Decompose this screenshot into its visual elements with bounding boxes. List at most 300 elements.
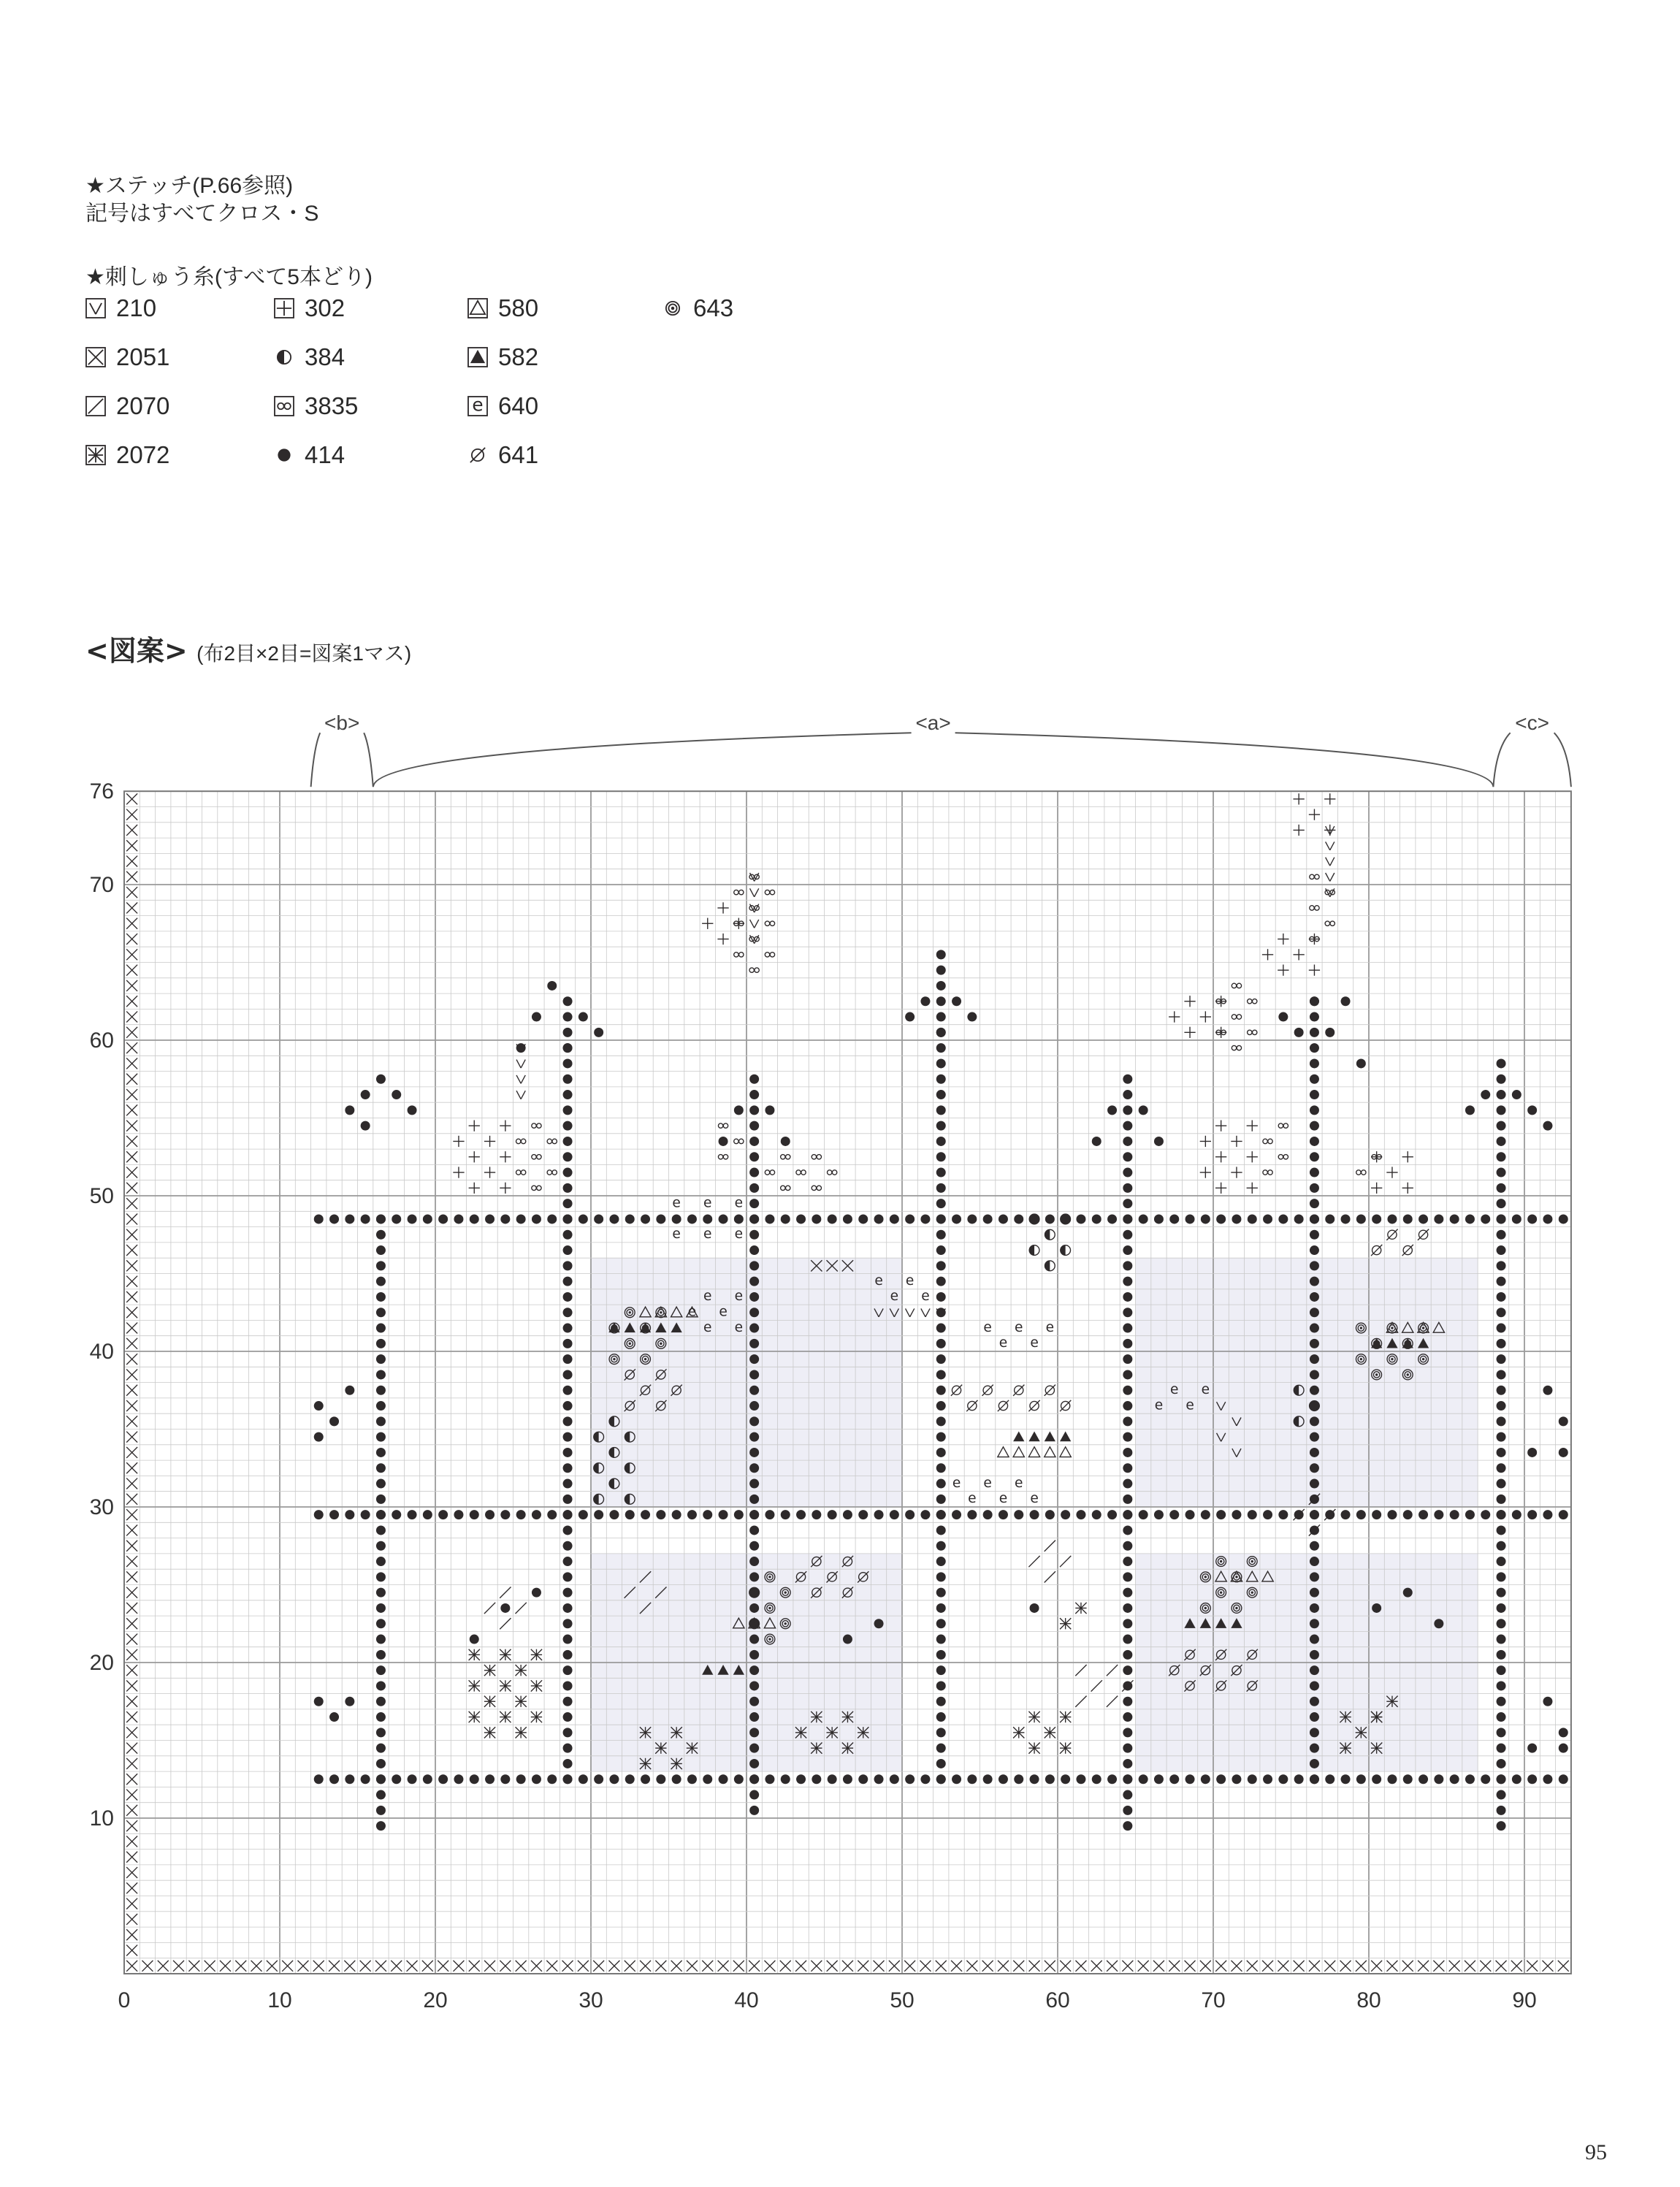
stitch — [563, 1681, 573, 1690]
stitch — [936, 1075, 946, 1084]
border-stitch — [1185, 1961, 1196, 1972]
stitch — [376, 1712, 386, 1722]
stitch — [843, 1635, 852, 1644]
stitch — [1371, 1743, 1382, 1754]
border-stitch — [126, 1074, 137, 1085]
stitch — [376, 1541, 386, 1551]
stitch — [453, 1167, 464, 1178]
stitch — [408, 1214, 417, 1224]
border-stitch — [126, 1961, 137, 1972]
stitch — [376, 1261, 386, 1270]
section-bracket — [373, 711, 1494, 787]
stitch — [579, 1012, 588, 1022]
stitch — [547, 1510, 557, 1519]
stitch — [376, 1557, 386, 1566]
border-stitch — [126, 918, 137, 929]
stitch — [795, 1727, 806, 1738]
stitch — [563, 1058, 573, 1068]
stitch — [1247, 1183, 1258, 1194]
border-stitch — [1075, 1961, 1086, 1972]
stitch — [781, 1137, 790, 1146]
stitch — [1169, 1011, 1180, 1022]
border-stitch — [126, 1914, 137, 1925]
border-stitch — [126, 1229, 137, 1240]
stitch — [423, 1774, 432, 1784]
border-stitch — [1356, 1961, 1367, 1972]
stitch — [765, 953, 774, 957]
stitch — [1527, 1774, 1537, 1784]
stitch — [1123, 1759, 1132, 1768]
svg-text:e: e — [672, 1226, 681, 1242]
stitch — [1310, 1541, 1319, 1551]
stitch — [749, 1790, 759, 1800]
stitch — [1200, 1011, 1211, 1022]
stitch — [1215, 1183, 1226, 1194]
stitch — [656, 1214, 665, 1224]
stitch — [547, 1170, 557, 1175]
border-stitch — [126, 1929, 137, 1940]
stitch — [1107, 1105, 1117, 1115]
stitch — [749, 1712, 759, 1722]
stitch — [1310, 1479, 1319, 1489]
border-stitch — [516, 1961, 527, 1972]
stitch — [781, 1186, 790, 1190]
stitch — [376, 1728, 386, 1737]
stitch — [516, 1727, 527, 1738]
border-stitch — [126, 1012, 137, 1023]
stitch — [1045, 1510, 1055, 1519]
stitch — [1123, 1588, 1132, 1598]
stitch — [1123, 1152, 1132, 1161]
stitch — [314, 1432, 324, 1442]
stitch — [392, 1774, 401, 1784]
stitch — [532, 1774, 541, 1784]
stitch — [1045, 1774, 1055, 1784]
stitch — [329, 1774, 339, 1784]
border-stitch — [126, 1634, 137, 1645]
stitch — [1060, 1556, 1071, 1567]
stitch — [1341, 1774, 1351, 1784]
stitch — [1497, 1635, 1506, 1644]
stitch — [983, 1320, 991, 1335]
stitch — [1232, 1214, 1241, 1224]
stitch — [936, 1525, 946, 1535]
stitch — [717, 902, 728, 913]
stitch — [1386, 1229, 1397, 1240]
stitch — [1107, 1214, 1117, 1224]
stitch — [1123, 1697, 1132, 1706]
stitch — [1123, 1619, 1132, 1628]
stitch — [905, 1214, 915, 1224]
stitch — [1310, 874, 1319, 879]
border-stitch — [375, 1961, 386, 1972]
stitch — [563, 1697, 573, 1706]
stitch — [1123, 1416, 1132, 1426]
stitch — [1123, 1712, 1132, 1722]
stitch — [687, 1510, 697, 1519]
stitch — [469, 1183, 480, 1194]
stitch — [563, 1090, 573, 1099]
stitch — [1497, 1525, 1506, 1535]
stitch — [1278, 934, 1288, 944]
border-stitch — [126, 1260, 137, 1271]
stitch — [594, 1214, 603, 1224]
stitch — [469, 1711, 480, 1722]
stitch — [1481, 1774, 1490, 1784]
svg-text:e: e — [983, 1475, 992, 1491]
stitch — [563, 1075, 573, 1084]
stitch — [936, 1416, 946, 1426]
stitch — [594, 1028, 603, 1037]
stitch — [703, 1320, 711, 1335]
border-stitch — [1138, 1961, 1149, 1972]
stitch — [563, 1588, 573, 1598]
stitch — [594, 1774, 603, 1784]
svg-text:e: e — [687, 1304, 697, 1320]
stitch — [1215, 1151, 1226, 1162]
stitch — [1497, 1277, 1506, 1286]
stitch — [734, 1510, 744, 1519]
stitch — [563, 1245, 573, 1255]
stitch — [1013, 1447, 1024, 1457]
stitch — [376, 1619, 386, 1628]
stitch — [563, 1572, 573, 1581]
svg-text:e: e — [672, 1195, 681, 1211]
stitch — [516, 1603, 527, 1614]
stitch — [1123, 1744, 1132, 1753]
stitch — [1419, 1214, 1428, 1224]
stitch — [1310, 1183, 1319, 1193]
stitch — [920, 996, 930, 1006]
stitch — [1387, 1510, 1397, 1519]
border-stitch — [1480, 1961, 1491, 1972]
stitch — [563, 1665, 573, 1675]
border-stitch — [126, 1805, 137, 1816]
svg-text:e: e — [1154, 1397, 1164, 1413]
stitch — [500, 1183, 511, 1194]
stitch — [563, 1152, 573, 1161]
stitch — [843, 1774, 852, 1784]
stitch — [1139, 1774, 1148, 1784]
stitch — [936, 1712, 946, 1722]
stitch — [735, 1320, 743, 1335]
stitch — [936, 1448, 946, 1457]
stitch — [936, 1168, 946, 1178]
stitch — [563, 1510, 573, 1519]
stitch — [936, 950, 946, 959]
stitch — [579, 1510, 588, 1519]
border-stitch — [126, 1447, 137, 1458]
stitch — [484, 1167, 495, 1178]
stitch — [484, 1603, 495, 1614]
stitch — [1310, 1199, 1319, 1208]
stitch — [563, 1635, 573, 1644]
border-stitch — [126, 1494, 137, 1505]
stitch — [1340, 1711, 1351, 1722]
stitch — [485, 1510, 495, 1519]
border-stitch — [126, 871, 137, 882]
stitch — [1028, 1711, 1039, 1722]
stitch — [1123, 1650, 1132, 1660]
section-label: <b> — [324, 711, 360, 735]
legend-code: 210 — [116, 294, 157, 321]
stitch — [376, 1416, 386, 1426]
stitch — [1262, 949, 1273, 960]
stitch — [531, 1711, 542, 1722]
stitch — [1169, 1774, 1179, 1784]
border-stitch — [126, 1121, 137, 1131]
stitch — [734, 1139, 744, 1143]
stitch — [999, 1774, 1008, 1784]
stitch — [1030, 1774, 1039, 1784]
border-stitch — [1542, 1961, 1553, 1972]
stitch — [874, 1214, 884, 1224]
border-stitch — [1371, 1961, 1382, 1972]
stitch — [1326, 858, 1335, 866]
stitch — [531, 1649, 542, 1660]
stitch — [1123, 1495, 1132, 1504]
stitch — [1014, 1510, 1023, 1519]
border-stitch — [188, 1961, 199, 1972]
stitch — [1465, 1510, 1475, 1519]
stitch — [1310, 1152, 1319, 1161]
border-stitch — [842, 1961, 853, 1972]
stitch — [1543, 1386, 1552, 1395]
stitch — [1325, 921, 1335, 925]
stitch — [765, 1634, 775, 1644]
stitch — [936, 1557, 946, 1566]
x-tick-label: 0 — [118, 1988, 131, 2012]
stitch — [1310, 1277, 1319, 1286]
stitch — [563, 1012, 573, 1022]
stitch — [1013, 1385, 1024, 1396]
border-stitch — [1527, 1961, 1538, 1972]
border-stitch — [1107, 1961, 1118, 1972]
border-stitch — [142, 1961, 153, 1972]
border-stitch — [1402, 1961, 1413, 1972]
stitch — [1434, 1510, 1443, 1519]
stitch — [967, 1774, 977, 1784]
stitch — [1512, 1214, 1521, 1224]
svg-text:e: e — [703, 1226, 712, 1242]
stitch — [1527, 1214, 1537, 1224]
stitch — [890, 1774, 899, 1784]
stitch — [1434, 1619, 1443, 1628]
border-stitch — [126, 1524, 137, 1535]
stitch — [500, 1214, 510, 1224]
stitch — [1434, 1214, 1443, 1224]
border-stitch — [422, 1961, 433, 1972]
stitch — [1278, 1510, 1288, 1519]
stitch — [563, 1712, 573, 1722]
border-stitch — [453, 1961, 464, 1972]
stitch — [1216, 1510, 1226, 1519]
stitch — [1356, 1058, 1366, 1068]
border-stitch — [126, 1323, 137, 1334]
border-stitch — [126, 1432, 137, 1443]
stitch — [1310, 1261, 1319, 1270]
stitch — [999, 1214, 1008, 1224]
border-stitch — [126, 1541, 137, 1551]
stitch — [345, 1214, 354, 1224]
stitch — [563, 1043, 573, 1053]
stitch — [1559, 1416, 1568, 1426]
svg-text:e: e — [734, 1289, 744, 1305]
stitch — [1559, 1214, 1568, 1224]
stitch — [1200, 1167, 1211, 1178]
svg-text:e: e — [983, 1319, 992, 1335]
stitch — [1139, 1105, 1148, 1115]
stitch — [1061, 1774, 1070, 1784]
border-stitch — [360, 1961, 371, 1972]
stitch — [936, 1277, 946, 1286]
stitch — [1155, 1397, 1163, 1413]
stitch — [906, 1308, 915, 1316]
stitch — [1247, 1557, 1257, 1567]
stitch — [1092, 1774, 1101, 1784]
stitch — [516, 1665, 527, 1676]
stitch — [1341, 996, 1351, 1006]
stitch — [966, 1400, 977, 1411]
stitch — [920, 1510, 930, 1519]
stitch — [936, 1479, 946, 1489]
stitch — [1310, 1712, 1319, 1722]
border-stitch — [1247, 1961, 1258, 1972]
stitch — [1294, 825, 1305, 836]
stitch — [734, 953, 744, 957]
stitch — [376, 1277, 386, 1286]
border-stitch — [126, 1743, 137, 1754]
stitch — [936, 1105, 946, 1115]
stitch — [1310, 1012, 1319, 1022]
stitch — [376, 1681, 386, 1690]
border-stitch — [313, 1961, 324, 1972]
stitch — [936, 1541, 946, 1551]
stitch — [1216, 1214, 1226, 1224]
stitch — [563, 1028, 573, 1037]
stitch — [532, 1012, 541, 1022]
stitch — [672, 1214, 681, 1224]
stitch — [811, 1743, 822, 1754]
stitch — [408, 1774, 417, 1784]
stitch — [952, 1476, 961, 1491]
border-stitch — [126, 1587, 137, 1598]
stitch — [1045, 1541, 1055, 1551]
border-stitch — [546, 1961, 557, 1972]
y-tick-label: 30 — [89, 1495, 114, 1519]
stitch — [392, 1510, 401, 1519]
stitch — [749, 1572, 759, 1581]
stitch — [579, 1214, 588, 1224]
stitch — [500, 1618, 511, 1629]
stitch — [1497, 1199, 1506, 1208]
border-stitch — [469, 1961, 480, 1972]
border-stitch — [126, 996, 137, 1007]
stitch — [1497, 1168, 1506, 1178]
stitch — [1310, 1292, 1319, 1302]
stitch — [1045, 1571, 1055, 1582]
stitch — [470, 1774, 479, 1784]
stitch — [1310, 1058, 1319, 1068]
stitch — [1310, 1635, 1319, 1644]
stitch — [1215, 1121, 1226, 1131]
stitch — [1386, 1167, 1397, 1178]
stitch — [1403, 1214, 1413, 1224]
stitch — [516, 1060, 525, 1068]
stitch — [1497, 1416, 1506, 1426]
stitch — [1481, 1090, 1490, 1099]
stitch — [1075, 1665, 1086, 1676]
border-stitch — [126, 809, 137, 820]
stitch — [749, 1354, 759, 1364]
border-stitch — [235, 1961, 246, 1972]
border-stitch — [1294, 1961, 1305, 1972]
svg-text:e: e — [921, 1289, 930, 1305]
x-tick-label: 90 — [1512, 1988, 1537, 2012]
svg-text:e: e — [1030, 1335, 1039, 1351]
stitch — [1465, 1105, 1475, 1115]
stitch — [376, 1588, 386, 1598]
border-stitch — [297, 1961, 308, 1972]
stitch — [532, 1588, 541, 1598]
stitch — [1123, 1432, 1132, 1442]
stitch — [1123, 1245, 1132, 1255]
stitch — [563, 1479, 573, 1489]
stitch — [563, 1401, 573, 1411]
stitch — [1310, 1650, 1319, 1660]
stitch — [609, 1774, 619, 1784]
border-stitch — [608, 1961, 619, 1972]
stitch — [1497, 1697, 1506, 1706]
stitch — [625, 1338, 635, 1348]
y-tick-label: 40 — [89, 1340, 114, 1364]
stitch — [936, 1619, 946, 1628]
stitch — [718, 1155, 728, 1159]
stitch — [640, 1758, 651, 1769]
stitch — [1497, 1712, 1506, 1722]
svg-text:e: e — [1185, 1397, 1194, 1413]
stitch — [1497, 1728, 1506, 1737]
stitch — [563, 1137, 573, 1146]
stitch — [936, 1214, 946, 1224]
stitch — [1497, 1681, 1506, 1690]
border-stitch — [1045, 1961, 1055, 1972]
stitch — [936, 1230, 946, 1240]
svg-text:e: e — [1015, 1475, 1023, 1491]
stitch — [1512, 1090, 1521, 1099]
stitch — [1372, 1370, 1382, 1380]
stitch — [1045, 1229, 1055, 1240]
stitch — [563, 1774, 573, 1784]
y-tick-label: 70 — [89, 873, 114, 897]
border-stitch — [126, 1509, 137, 1520]
stitch — [1123, 1572, 1132, 1581]
stitch — [1248, 1030, 1257, 1034]
stitch — [563, 1214, 573, 1224]
stitch — [1356, 1170, 1366, 1175]
stitch — [1170, 1382, 1178, 1397]
stitch — [1497, 1821, 1506, 1831]
stitch — [1497, 1603, 1506, 1613]
stitch — [484, 1727, 495, 1738]
stitch — [1310, 1665, 1319, 1675]
stitch — [672, 1510, 681, 1519]
stitch — [1559, 1510, 1568, 1519]
stitch — [656, 1510, 665, 1519]
stitch — [843, 1214, 852, 1224]
border-stitch — [733, 1961, 744, 1972]
stitch — [625, 1774, 635, 1784]
